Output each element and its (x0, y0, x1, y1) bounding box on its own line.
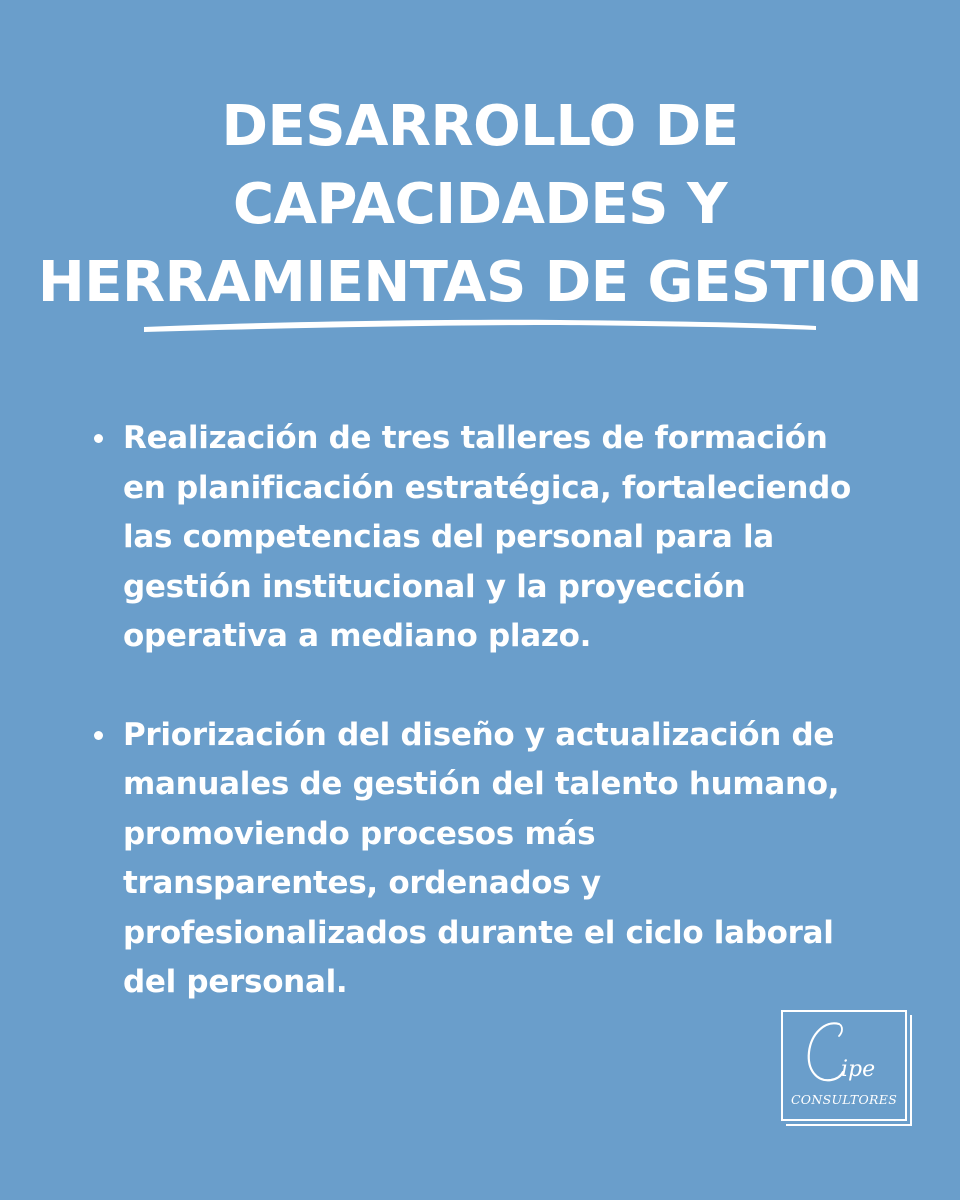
bullet-line: gestión institucional y la proyección (123, 568, 746, 605)
bullet-line: promoviendo procesos más (123, 815, 596, 852)
bullet-line: del personal. (123, 964, 348, 1000)
title-line: HERRAMIENTAS DE GESTION (37, 250, 923, 315)
bullet-line: profesionalizados durante el ciclo laboral (123, 914, 834, 951)
bullet-line: Realización de tres talleres de formación (123, 420, 828, 456)
bullet-item (92, 711, 912, 1008)
bullet-line: Priorización del diseño y actualización de (123, 716, 835, 753)
bullet-line: las competencias del personal para la (123, 519, 774, 555)
title-line: CAPACIDADES Y (232, 172, 728, 237)
bullet-line: operativa a mediano plazo. (123, 618, 592, 654)
cipe-consultores-logo (781, 1010, 911, 1125)
title-line: DESARROLLO DE (221, 94, 739, 159)
bullet-list (92, 414, 912, 1008)
logo-name: CONSULTORES (790, 1092, 898, 1107)
logo-script-text: ipe (841, 1057, 876, 1082)
bullet-line: transparentes, ordenados y (123, 865, 601, 901)
bullet-line: manuales de gestión del talento humano, (123, 766, 840, 802)
slide-title (0, 88, 960, 322)
title-underline-brush (140, 313, 820, 337)
logo-script-c-icon (781, 1010, 907, 1092)
bullet-dot-icon (94, 731, 103, 740)
bullet-item (92, 414, 912, 662)
bullet-line: en planificación estratégica, fortaleciendo (123, 469, 852, 506)
bullet-dot-icon (94, 434, 103, 443)
